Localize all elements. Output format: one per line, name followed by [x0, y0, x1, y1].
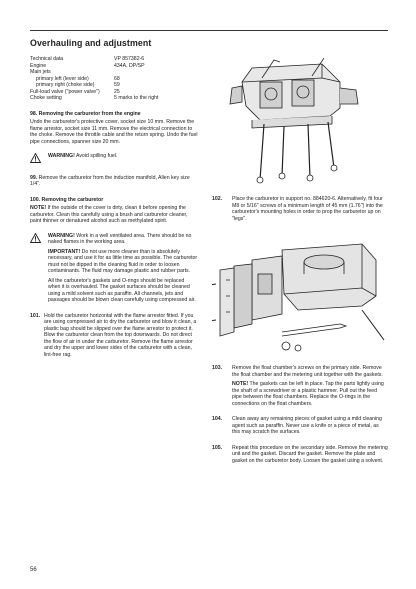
header-rule — [30, 30, 388, 31]
page-number: 56 — [30, 567, 37, 573]
step-102 — [212, 196, 388, 222]
step-text: Hold the carburetor horizontal with the flame arrestor fitted. If you are using compressed air to dry the carburetor and blow it clean, a plastic bag should be slipped over the flame arrestor to protect it. Blow the carburetor clean from the top downwards. Do not direct the flow of air in under the carburetor. Remove the flame arrestor and dry the upper and lower sides of the carburetor with a clean, lint-free rag. — [44, 312, 197, 358]
note-label: NOTE! — [232, 381, 249, 387]
tech-data-row: Full-load valve ("power valve") 25 — [30, 88, 120, 95]
step-number: 99. — [30, 174, 38, 181]
step-number: 104. — [212, 416, 223, 422]
step-text: Repeat this procedure on the secondary side. Remove the metering unit and the gasket. Discard the gasket. Remove the plate and gasket on the carburetor body. Loosen the gasket using a solvent. — [232, 444, 388, 464]
note-label: NOTE! — [30, 205, 47, 211]
tech-data-row: Technical data VP 857382-6 — [30, 56, 145, 62]
warning-text: Avoid spilling fuel. — [75, 153, 118, 159]
warning-triangle-icon — [30, 153, 48, 166]
step-99 — [30, 175, 198, 188]
step-text: Remove the carburetor from the induction manifold, Allen key size 1/4". — [30, 174, 190, 187]
steps-103-105 — [212, 365, 388, 464]
float-chamber-exploded-illustration — [212, 240, 388, 364]
section-98-text: Undo the carburetor's protective cover, socket size 10 mm. Remove the flame arrestor, socket size 11 mm. Remove the electrical connection to the choke. Remove the throttle cable and the return spring. Undo the fuel pipe connections, spanner size 20 mm. — [30, 119, 198, 145]
tech-data-row: Main jets — [30, 69, 51, 75]
step-text: Clean away any remaining pieces of gasket using a mild cleaning agent such as paraffin. Never use a knife or a piece of metal, as this may scratch the surfaces. — [232, 416, 382, 435]
tech-data-row: Choke setting 5 marks to the right — [30, 95, 159, 101]
warning-label: WARNING! — [48, 232, 75, 239]
note-block — [30, 205, 198, 225]
note-text: If the outside of the cover is dirty, clean it before opening the carburetor. Clean this carefully using a brush and carburetor cleaner, paint thinner or denatured alcohol such as methylated spirit. — [30, 205, 188, 224]
step-text: Place the carburetor in support no. 884620-6. Alternatively, fit four M8 or 5/16" screws of a minimum length of 45 mm (1.76") into the carburetor's mounting holes in order to prop the carburetor up on "legs". — [232, 196, 383, 222]
section-98-heading: 98. Removing the carburetor from the engine — [30, 110, 141, 117]
tech-data-row: Engine 434A, DP/SP — [30, 62, 145, 69]
important-text: Do not use more cleaner than is absolutely necessary, and use it for as little time as possible. The carburetor must not be dipped in the cleaning fluid in order to loosen contaminants. The fluid may damage plastic and rubber parts. — [48, 248, 198, 274]
page-title: Overhauling and adjustment — [30, 38, 152, 48]
note-text: The gaskets can be left in place. Tap the parts lightly using the shaft of a screwdriver or a plastic hammer. Pull out the feed pipe between the float chambers. Replace the O-rings in the connections on the float chambers. — [232, 381, 384, 407]
carburetor-illustration — [212, 58, 380, 188]
step-104 — [212, 416, 388, 436]
tech-data-row: primary left (lever side) 68 — [36, 75, 120, 82]
warning-label: WARNING! — [48, 153, 75, 159]
step-number: 105. — [212, 444, 223, 451]
step-103 — [212, 365, 388, 407]
gasket-info-text: All the carburetor's gaskets and O-rings should be replaced when it is overhauled. The gasket surfaces should be cleaned using a mild solvent such as paraffin. All channels, jets and passages should be blown clean carefully using compressed air. — [48, 277, 196, 303]
step-105 — [212, 445, 388, 465]
warning-text: Work in a well ventilated area. There should be no naked flames in the working area. — [48, 232, 192, 245]
warning-triangle-icon — [30, 233, 48, 304]
important-label: IMPORTANT! — [48, 248, 81, 255]
step-number: 102. — [212, 196, 223, 202]
step-number: 101. — [30, 312, 41, 319]
tech-data-table — [30, 56, 198, 102]
step-text: Remove the float chamber's screws on the primary side. Remove the float chamber and the metering unit together with the gaskets. — [232, 365, 383, 378]
tech-data-row: primary right (choke side) 59 — [36, 82, 120, 88]
warning-fuel — [30, 153, 198, 166]
step-number: 103. — [212, 365, 223, 371]
step-101 — [30, 313, 198, 359]
section-100-heading: 100. Removing the carburetor — [30, 196, 104, 203]
left-column — [30, 56, 198, 358]
warning-ventilation — [30, 233, 198, 304]
